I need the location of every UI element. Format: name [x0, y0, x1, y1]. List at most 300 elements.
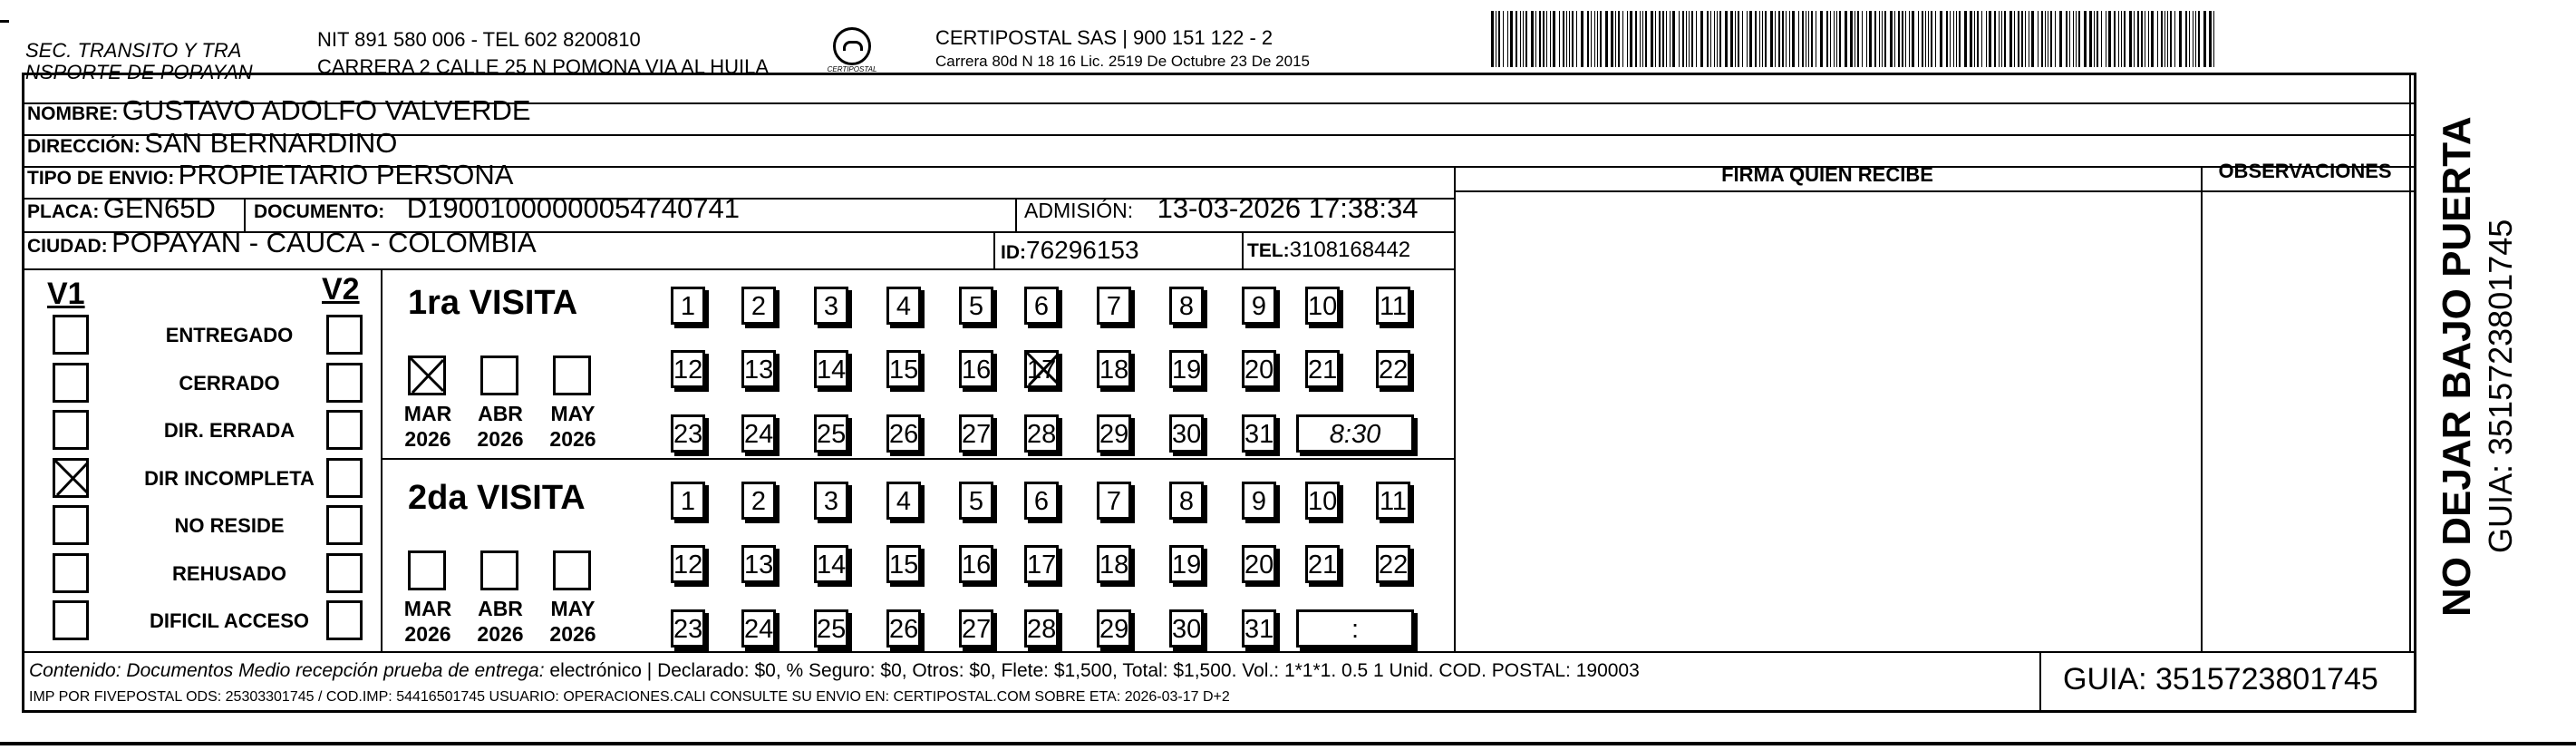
barcode-bar	[1691, 11, 1693, 67]
barcode-bar	[1928, 11, 1929, 67]
barcode-bar	[1989, 11, 1991, 67]
barcode-bar	[1956, 11, 1957, 67]
barcode-bar	[2045, 11, 2046, 67]
barcode	[1491, 11, 2230, 67]
barcode-bar	[2151, 11, 2154, 67]
barcode-bar	[2055, 11, 2056, 67]
barcode-bar	[1786, 11, 1787, 67]
admision-value: 13-03-2026 17:38:34	[1157, 192, 1419, 224]
barcode-bar	[1820, 11, 1823, 67]
address-line: CARRERA 2 CALLE 25 N POMONA VIA AL HUILA	[317, 55, 770, 78]
v1-checkbox[interactable]	[53, 315, 89, 355]
barcode-bar	[1850, 11, 1853, 67]
v1-checkbox[interactable]	[53, 553, 89, 593]
barcode-bar	[2059, 11, 2062, 67]
barcode-bar	[2097, 11, 2098, 67]
barcode-bar	[1770, 11, 1773, 67]
barcode-bar	[2114, 11, 2116, 67]
barcode-bar	[2004, 11, 2006, 67]
barcode-bar	[2189, 11, 2190, 67]
day-checkbox[interactable]: 14	[814, 350, 848, 388]
v2-checkbox[interactable]	[326, 410, 363, 450]
barcode-bar	[2179, 11, 2182, 67]
v1-checkbox[interactable]	[53, 363, 89, 403]
barcode-bar	[1999, 11, 2000, 67]
barcode-bar	[1735, 11, 1736, 67]
barcode-bar	[1600, 11, 1602, 67]
barcode-bar	[1782, 11, 1784, 67]
month-name: ABR	[478, 402, 523, 425]
month-label	[392, 596, 464, 647]
barcode-bar	[2134, 11, 2135, 67]
barcode-bar	[1662, 11, 1664, 67]
v2-checkbox[interactable]	[326, 553, 363, 593]
barcode-bar	[2084, 11, 2087, 67]
barcode-bar	[1925, 11, 1926, 67]
day-checkbox[interactable]: 19	[1169, 545, 1204, 583]
contenido-value: Documentos	[126, 660, 234, 681]
barcode-bar	[1717, 11, 1718, 67]
day-checkbox[interactable]: 7	[1097, 482, 1131, 520]
x-mark-icon	[52, 457, 92, 497]
day-checkbox[interactable]: 13	[741, 545, 776, 583]
barcode-bar	[1563, 11, 1564, 67]
barcode-bar	[2164, 11, 2165, 67]
barcode-bar	[1611, 11, 1613, 67]
barcode-bar	[1569, 11, 1570, 67]
barcode-bar	[2066, 11, 2068, 67]
day-checkbox[interactable]: 16	[959, 350, 993, 388]
barcode-bar	[1645, 11, 1647, 67]
day-checkbox[interactable]: 5	[959, 482, 993, 520]
placa-value: GEN65D	[102, 192, 216, 224]
day-checkbox[interactable]: 24	[741, 609, 776, 648]
side-guia-number: GUIA: 3515723801745	[2482, 219, 2519, 553]
v2-checkbox[interactable]	[326, 505, 363, 545]
id-value: 76296153	[1026, 236, 1139, 264]
barcode-bar	[2213, 11, 2214, 67]
barcode-bar	[1834, 11, 1835, 67]
day-checkbox[interactable]: 20	[1242, 350, 1276, 388]
barcode-bar	[1747, 11, 1748, 67]
barcode-bar	[1559, 11, 1560, 67]
month-checkbox[interactable]	[408, 550, 446, 590]
barcode-bar	[1845, 11, 1847, 67]
month-year: 2026	[549, 427, 596, 451]
nombre-value: GUSTAVO ADOLFO VALVERDE	[121, 94, 531, 126]
barcode-bar	[1912, 11, 1914, 67]
guia-number: GUIA: 3515723801745	[2063, 662, 2378, 696]
day-checkbox[interactable]: 23	[671, 609, 705, 648]
month-year: 2026	[404, 622, 451, 646]
day-checkbox[interactable]: 9	[1242, 287, 1276, 325]
month-checkbox[interactable]	[553, 550, 591, 590]
barcode-bar	[1953, 11, 1954, 67]
day-checkbox[interactable]: 8	[1169, 482, 1204, 520]
tipo-envio-value: PROPIETARIO PERSONA	[178, 159, 514, 190]
nit-line: NIT 891 580 006 - TEL 602 8200810	[317, 28, 641, 51]
month-name: MAR	[403, 597, 452, 620]
status-option-label: NO RESIDE	[174, 514, 285, 537]
barcode-bar	[1742, 11, 1743, 67]
barcode-bar	[1507, 11, 1508, 67]
barcode-bar	[2148, 11, 2149, 67]
day-checkbox[interactable]: 31	[1242, 414, 1276, 453]
admision-label: ADMISIÓN:	[1024, 199, 1134, 222]
day-checkbox[interactable]: 15	[886, 545, 921, 583]
status-option-label: REHUSADO	[172, 561, 286, 585]
barcode-bar	[2038, 11, 2039, 67]
day-checkbox[interactable]: 30	[1169, 609, 1204, 648]
barcode-bar	[2185, 11, 2187, 67]
v1-checkbox[interactable]	[53, 505, 89, 545]
barcode-bar	[2137, 11, 2139, 67]
tel-field	[1247, 238, 1410, 263]
barcode-bar	[1902, 11, 1903, 67]
month-checkbox[interactable]	[408, 356, 446, 395]
day-checkbox[interactable]: 25	[814, 609, 848, 648]
day-checkbox[interactable]: 11	[1376, 482, 1410, 520]
barcode-bar	[2021, 11, 2023, 67]
barcode-bar	[1627, 11, 1628, 67]
barcode-bar	[1566, 11, 1567, 67]
day-checkbox[interactable]: 2	[741, 287, 776, 325]
month-label	[392, 401, 464, 452]
month-checkbox[interactable]	[480, 356, 518, 395]
day-checkbox[interactable]: 1	[671, 482, 705, 520]
day-checkbox[interactable]: 1	[671, 287, 705, 325]
no-dejar-bajo-puerta: NO DEJAR BAJO PUERTA	[2435, 116, 2479, 617]
barcode-bar	[1525, 11, 1527, 67]
day-checkbox[interactable]: 6	[1024, 482, 1059, 520]
observaciones-header: OBSERVACIONES	[2218, 160, 2392, 182]
barcode-bar	[1630, 11, 1632, 67]
day-checkbox[interactable]: 22	[1376, 350, 1410, 388]
barcode-bar	[1839, 11, 1841, 67]
barcode-bar	[1543, 11, 1545, 67]
day-checkbox[interactable]: 23	[671, 414, 705, 453]
barcode-bar	[1510, 11, 1513, 67]
barcode-bar	[1651, 11, 1653, 67]
tipo-envio-row	[27, 159, 513, 191]
month-year: 2026	[549, 622, 596, 646]
day-checkbox[interactable]: 26	[886, 609, 921, 648]
barcode-bar	[2076, 11, 2077, 67]
barcode-bar	[2041, 11, 2043, 67]
sender-info	[317, 29, 769, 78]
barcode-bar	[2174, 11, 2175, 67]
day-checkbox[interactable]: 7	[1097, 287, 1131, 325]
barcode-bar	[1523, 11, 1524, 67]
barcode-bar	[1642, 11, 1643, 67]
barcode-bar	[1836, 11, 1837, 67]
barcode-bar	[1535, 11, 1536, 67]
barcode-bar	[2014, 11, 2015, 67]
barcode-bar	[1714, 11, 1715, 67]
day-checkbox[interactable]: 21	[1305, 545, 1340, 583]
barcode-bar	[1765, 11, 1767, 67]
footer-line-2: IMP POR FIVEPOSTAL ODS: 25303301745 / COD.IMP: 54416501745 USUARIO: OPERACIONES.CALI CONSULTE SU ENVIO EN: CERTIPOSTAL.COM SOBRE ETA: 2026-03-17 D+2	[29, 689, 1230, 705]
barcode-bar	[1935, 11, 1936, 67]
barcode-bar	[1759, 11, 1760, 67]
barcode-bar	[1857, 11, 1859, 67]
day-checkbox[interactable]: 3	[814, 482, 848, 520]
barcode-bar	[1594, 11, 1595, 67]
day-checkbox[interactable]: 31	[1242, 609, 1276, 648]
certipostal-logo	[820, 27, 884, 73]
barcode-bar	[1909, 11, 1910, 67]
day-checkbox[interactable]: 25	[814, 414, 848, 453]
barcode-bar	[1974, 11, 1975, 67]
day-checkbox[interactable]: 22	[1376, 545, 1410, 583]
barcode-bar	[1550, 11, 1551, 67]
barcode-bar	[2069, 11, 2070, 67]
tel-value: 3108168442	[1289, 238, 1411, 262]
status-option-label: DIR. ERRADA	[163, 419, 295, 442]
barcode-bar	[2129, 11, 2132, 67]
barcode-bar	[1882, 11, 1883, 67]
barcode-bar	[1689, 11, 1690, 67]
barcode-bar	[1830, 11, 1831, 67]
barcode-bar	[1946, 11, 1948, 67]
month-label	[537, 401, 609, 452]
barcode-bar	[1931, 11, 1932, 67]
barcode-bar	[2157, 11, 2158, 67]
day-checkbox[interactable]: 30	[1169, 414, 1204, 453]
tel-label: TEL:	[1247, 240, 1290, 261]
contenido-label: Contenido:	[29, 660, 121, 681]
month-year: 2026	[477, 427, 524, 451]
barcode-bar	[1808, 11, 1809, 67]
barcode-bar	[1869, 11, 1872, 67]
month-checkbox[interactable]	[480, 550, 518, 590]
v2-checkbox[interactable]	[326, 458, 363, 498]
day-checkbox[interactable]: 17	[1024, 545, 1059, 583]
ciudad-value: POPAYAN - CAUCA - COLOMBIA	[111, 227, 537, 258]
placa-row	[27, 192, 216, 225]
barcode-bar	[1686, 11, 1687, 67]
barcode-bar	[1874, 11, 1876, 67]
barcode-bar	[1890, 11, 1893, 67]
day-checkbox[interactable]: 29	[1097, 414, 1131, 453]
office-line-2: NSPORTE DE POPAYAN	[25, 61, 253, 83]
v1-checkbox[interactable]	[53, 410, 89, 450]
barcode-bar	[2195, 11, 2196, 67]
day-checkbox[interactable]: 13	[741, 350, 776, 388]
day-checkbox[interactable]: 15	[886, 350, 921, 388]
month-name: MAR	[403, 402, 452, 425]
barcode-bar	[2009, 11, 2012, 67]
barcode-bar	[1591, 11, 1592, 67]
barcode-bar	[1696, 11, 1697, 67]
observations-area[interactable]	[2203, 192, 2409, 651]
day-checkbox[interactable]: 5	[959, 287, 993, 325]
barcode-bar	[1964, 11, 1967, 67]
placa-label: PLACA:	[27, 201, 100, 222]
day-checkbox[interactable]: 12	[671, 545, 705, 583]
barcode-bar	[1730, 11, 1733, 67]
barcode-bar	[1879, 11, 1880, 67]
day-checkbox[interactable]: 17	[1024, 350, 1059, 388]
barcode-bar	[1719, 11, 1721, 67]
barcode-bar	[1826, 11, 1828, 67]
day-checkbox[interactable]: 27	[959, 609, 993, 648]
month-label	[464, 401, 537, 452]
barcode-bar	[1710, 11, 1711, 67]
visit-title: 1ra VISITA	[408, 284, 578, 322]
id-field	[1001, 236, 1139, 265]
day-checkbox[interactable]: 8	[1169, 287, 1204, 325]
month-label	[464, 596, 537, 647]
barcode-bar	[1605, 11, 1608, 67]
barcode-bar	[1811, 11, 1813, 67]
barcode-bar	[1894, 11, 1895, 67]
documento-field	[254, 192, 740, 225]
day-checkbox[interactable]: 28	[1024, 609, 1059, 648]
barcode-bar	[1862, 11, 1863, 67]
barcode-bar	[1572, 11, 1574, 67]
barcode-bar	[1666, 11, 1667, 67]
barcode-bar	[1986, 11, 1987, 67]
day-checkbox[interactable]: 29	[1097, 609, 1131, 648]
v2-checkbox[interactable]	[326, 363, 363, 403]
documento-label: DOCUMENTO:	[254, 201, 385, 222]
time-field[interactable]: 8:30	[1296, 414, 1414, 453]
barcode-bar	[1994, 11, 1996, 67]
ciudad-label: CIUDAD:	[27, 236, 108, 257]
barcode-bar	[1959, 11, 1961, 67]
barcode-bar	[1539, 11, 1541, 67]
barcode-bar	[1576, 11, 1577, 67]
day-checkbox[interactable]: 19	[1169, 350, 1204, 388]
barcode-bar	[1597, 11, 1598, 67]
barcode-bar	[2170, 11, 2172, 67]
barcode-bar	[2031, 11, 2034, 67]
month-name: MAY	[550, 597, 596, 620]
v2-checkbox[interactable]	[326, 315, 363, 355]
barcode-bar	[1635, 11, 1637, 67]
logo-icon	[833, 27, 871, 65]
nombre-row	[27, 94, 531, 127]
barcode-bar	[2078, 11, 2080, 67]
firma-header: FIRMA QUIEN RECIBE	[1721, 163, 1933, 186]
direccion-value: SAN BERNARDINO	[144, 127, 398, 159]
barcode-bar	[1802, 11, 1804, 67]
day-checkbox[interactable]: 10	[1305, 482, 1340, 520]
barcode-bar	[1918, 11, 1919, 67]
barcode-bar	[2073, 11, 2074, 67]
direccion-label: DIRECCIÓN:	[27, 136, 140, 157]
time-field[interactable]: :	[1296, 609, 1414, 648]
status-option-label: CERRADO	[179, 371, 280, 394]
carrier-line: CERTIPOSTAL SAS | 900 151 122 - 2	[935, 26, 1273, 49]
scan-edge-bottom	[0, 742, 2576, 745]
barcode-bar	[1866, 11, 1867, 67]
visit-title: 2da VISITA	[408, 479, 586, 517]
barcode-bar	[1884, 11, 1886, 67]
barcode-bar	[2089, 11, 2092, 67]
day-checkbox[interactable]: 9	[1242, 482, 1276, 520]
signature-area[interactable]	[1456, 192, 2201, 651]
day-checkbox[interactable]: 28	[1024, 414, 1059, 453]
barcode-bar	[1618, 11, 1620, 67]
barcode-bar	[2167, 11, 2168, 67]
month-name: MAY	[550, 402, 596, 425]
barcode-bar	[1615, 11, 1616, 67]
day-checkbox[interactable]: 27	[959, 414, 993, 453]
barcode-bar	[1491, 11, 1494, 67]
barcode-bar	[1516, 11, 1517, 67]
v2-checkbox[interactable]	[326, 600, 363, 640]
day-checkbox[interactable]: 24	[741, 414, 776, 453]
carrier-info	[935, 27, 1310, 71]
day-checkbox[interactable]: 12	[671, 350, 705, 388]
day-checkbox[interactable]: 11	[1376, 287, 1410, 325]
barcode-bar	[2121, 11, 2122, 67]
barcode-bar	[1679, 11, 1680, 67]
barcode-bar	[1531, 11, 1534, 67]
barcode-bar	[2101, 11, 2102, 67]
barcode-bar	[1977, 11, 1979, 67]
barcode-bar	[1672, 11, 1675, 67]
barcode-bar	[1749, 11, 1752, 67]
day-checkbox[interactable]: 18	[1097, 350, 1131, 388]
barcode-bar	[1775, 11, 1776, 67]
day-checkbox[interactable]: 6	[1024, 287, 1059, 325]
barcode-bar	[1581, 11, 1583, 67]
month-name: ABR	[478, 597, 523, 620]
barcode-bar	[2025, 11, 2026, 67]
barcode-bar	[1762, 11, 1763, 67]
footer-line-1	[29, 660, 1640, 682]
barcode-bar	[2203, 11, 2206, 67]
v1-checkbox[interactable]	[53, 458, 89, 498]
day-checkbox[interactable]: 20	[1242, 545, 1276, 583]
barcode-bar	[1725, 11, 1728, 67]
barcode-bar	[1970, 11, 1972, 67]
nombre-label: NOMBRE:	[27, 103, 119, 124]
month-checkbox[interactable]	[553, 356, 591, 395]
day-checkbox[interactable]: 4	[886, 287, 921, 325]
barcode-bar	[1587, 11, 1589, 67]
id-label: ID:	[1001, 242, 1026, 263]
v1-checkbox[interactable]	[53, 600, 89, 640]
day-checkbox[interactable]: 4	[886, 482, 921, 520]
day-checkbox[interactable]: 21	[1305, 350, 1340, 388]
barcode-bar	[1503, 11, 1504, 67]
day-checkbox[interactable]: 16	[959, 545, 993, 583]
day-checkbox[interactable]: 26	[886, 414, 921, 453]
x-mark-icon	[1023, 349, 1061, 387]
day-checkbox[interactable]: 10	[1305, 287, 1340, 325]
logo-text: CERTIPOSTAL	[827, 65, 877, 73]
footer-details: electrónico | Declarado: $0, % Seguro: $0, Otros: $0, Flete: $1,500, Total: $1,500. Vol.: 1*1*1. 0.5 1 Unid. COD. POSTAL: 190003	[549, 660, 1640, 681]
barcode-bar	[1905, 11, 1906, 67]
barcode-bar	[1778, 11, 1780, 67]
barcode-bar	[1792, 11, 1795, 67]
status-option-label: DIR INCOMPLETA	[144, 466, 315, 490]
medio-label: Medio recepción prueba de entrega:	[238, 660, 545, 681]
barcode-bar	[1755, 11, 1757, 67]
barcode-bar	[2209, 11, 2212, 67]
day-checkbox[interactable]: 3	[814, 287, 848, 325]
day-checkbox[interactable]: 14	[814, 545, 848, 583]
day-checkbox[interactable]: 2	[741, 482, 776, 520]
barcode-bar	[1546, 11, 1547, 67]
barcode-bar	[1655, 11, 1656, 67]
day-checkbox[interactable]: 18	[1097, 545, 1131, 583]
month-label	[537, 596, 609, 647]
